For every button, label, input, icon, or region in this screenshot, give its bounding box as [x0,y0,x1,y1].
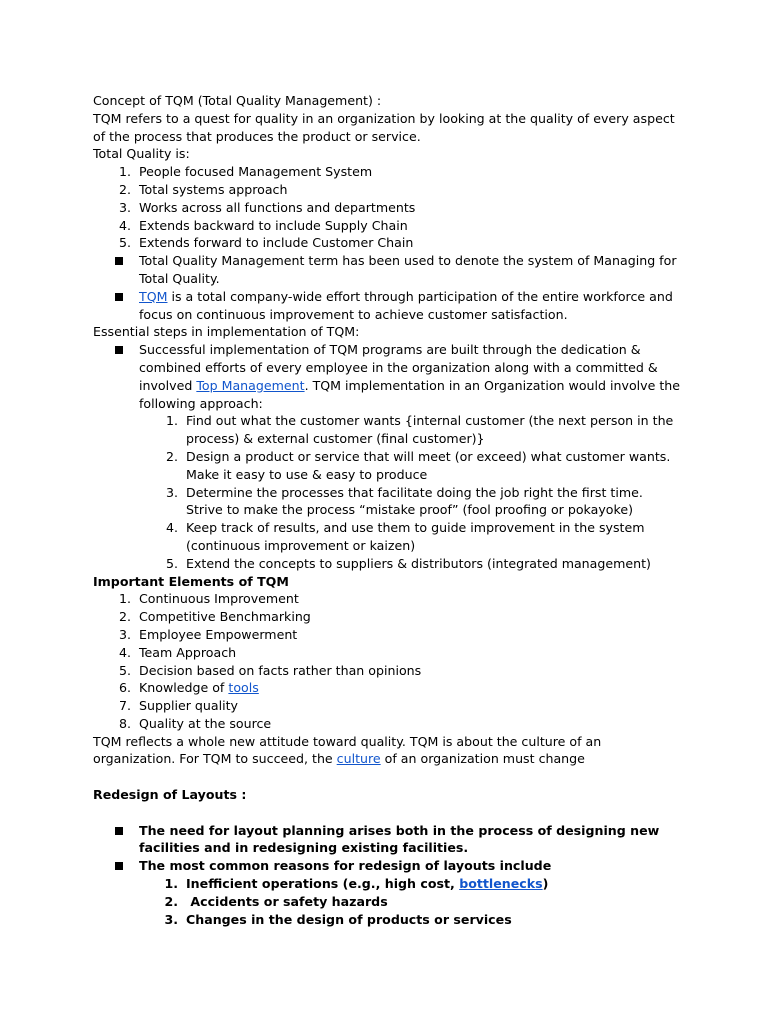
concept-heading: Concept of TQM (Total Quality Management) : [93,93,382,108]
tools-link[interactable]: tools [228,680,259,696]
list-item: 3. Changes in the design of products or services [164,911,512,927]
list-item: 2. Competitive Benchmarking [118,609,311,625]
steps-list [93,412,683,572]
concept-intro: TQM refers to a quest for quality in an organization by looking at the quality of every aspect of the process that produces the product or service. [93,110,675,144]
list-item: 4. Extends backward to include Supply Chain [118,217,408,233]
bullet-item: Total Quality Management term has been used to denote the system of Managing for Total Quality. [93,252,683,288]
list-item: 6. Knowledge of tools [118,680,259,696]
top-management-link[interactable]: Top Management [196,377,305,393]
bullet-item: The need for layout planning arises both in the process of designing new facilities and in redesigning existing facilities. [93,822,683,858]
tqm-link[interactable]: TQM [139,288,168,304]
list-item: 2. Accidents or safety hazards [164,893,388,909]
list-item: 3. Determine the processes that facilitate doing the job right the first time. Strive to make the process “mistake proof” (fool proofing or pokayoke) [165,484,643,518]
elements-heading: Important Elements of TQM [93,573,289,589]
bullet-item: Successful implementation of TQM programs are built through the dedication & combined efforts of every employee in the organization along with a committed & involved Top Management. TQM implementation in an Organization would involve the following approach: [93,341,683,412]
list-item: 2. Design a product or service that will meet (or exceed) what customer wants. Make it easy to use & easy to produce [165,448,671,482]
list-item: 1. Find out what the customer wants {internal customer (the next person in the process) & external customer (final customer)} [165,413,674,447]
list-item: 5. Decision based on facts rather than opinions [118,662,422,678]
redesign-bullets [93,822,683,875]
list-item: 8. Quality at the source [118,715,272,731]
culture-link[interactable]: culture [336,751,381,767]
square-bullet-icon [93,341,139,412]
square-bullet-icon [93,288,139,324]
list-item: 5. Extend the concepts to suppliers & distributors (integrated management) [165,555,651,571]
steps-bullets [93,341,683,412]
list-item: 3. Employee Empowerment [118,626,298,642]
elements-list [93,590,683,732]
redesign-list [93,875,683,928]
list-item: 1. People focused Management System [118,164,373,180]
concept-bullets [93,252,683,323]
bullet-item: The most common reasons for redesign of layouts include [93,857,683,875]
total-quality-list [93,163,683,252]
list-item: 1. Inefficient operations (e.g., high cost, bottlenecks) [164,876,549,892]
list-item: 7. Supplier quality [118,698,238,714]
list-item: 4. Team Approach [118,644,237,660]
list-item: 3. Works across all functions and departments [118,199,416,215]
steps-heading: Essential steps in implementation of TQM: [93,324,360,340]
bullet-item: TQM is a total company-wide effort through participation of the entire workforce and focus on continuous improvement to achieve customer satisfaction. [93,288,683,324]
document-page [93,87,683,928]
list-item: 4. Keep track of results, and use them to guide improvement in the system (continuous improvement or kaizen) [165,520,645,553]
list-item: 1. Continuous Improvement [118,591,299,607]
square-bullet-icon [93,822,139,858]
square-bullet-icon [93,857,139,875]
redesign-heading: Redesign of Layouts : [93,787,247,803]
square-bullet-icon [93,252,139,288]
bottlenecks-link[interactable]: bottlenecks [459,876,543,892]
list-item: 2. Total systems approach [118,181,288,197]
total-quality-label: Total Quality is: [93,146,190,162]
elements-closing: TQM reflects a whole new attitude toward quality. TQM is about the culture of an organization. For TQM to succeed, the culture of an organization must change [93,733,602,767]
list-item: 5. Extends forward to include Customer Chain [118,235,414,251]
